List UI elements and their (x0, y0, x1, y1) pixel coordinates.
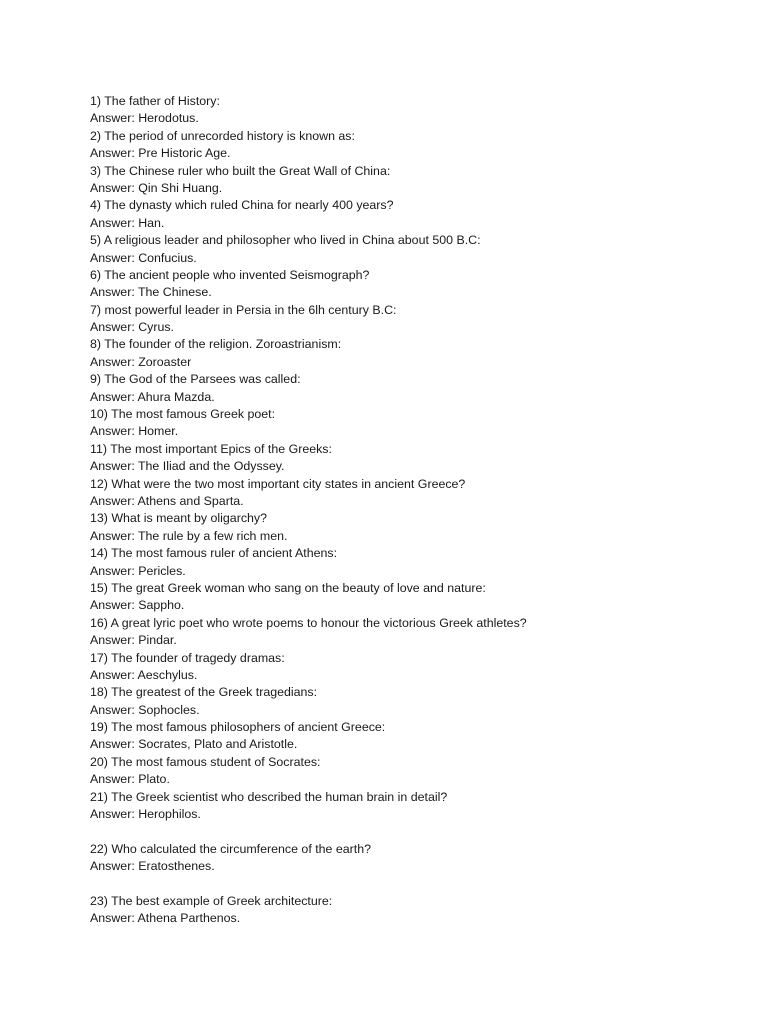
question: 3) The Chinese ruler who built the Great Wall of China: (90, 163, 391, 178)
answer: Answer: Han. (90, 215, 165, 230)
answer: Answer: Confucius. (90, 250, 197, 265)
qa-item-23 (90, 893, 730, 928)
answer: Answer: Ahura Mazda. (90, 389, 215, 404)
question: 1) The father of History: (90, 94, 220, 108)
answer: Answer: Herophilos. (90, 807, 201, 822)
qa-item-12 (90, 476, 730, 511)
question: 7) most powerful leader in Persia in the 6lh century B.C: (90, 302, 397, 317)
answer: Answer: Plato. (90, 772, 170, 787)
answer: Answer: Pindar. (90, 633, 177, 648)
question: 9) The God of the Parsees was called: (90, 372, 301, 387)
answer: Answer: Qin Shi Huang. (90, 180, 223, 195)
question: 12) What were the two most important city states in ancient Greece? (90, 476, 466, 491)
qa-item-8 (90, 336, 730, 371)
answer: Answer: Athena Parthenos. (90, 911, 241, 926)
qa-item-14 (90, 545, 730, 580)
question: 5) A religious leader and philosopher who lived in China about 500 B.C: (90, 233, 481, 248)
question: 8) The founder of the religion. Zoroastrianism: (90, 337, 342, 352)
answer: Answer: Sophocles. (90, 702, 200, 717)
qa-item-13 (90, 510, 730, 545)
qa-item-3 (90, 163, 730, 198)
answer: Answer: The rule by a few rich men. (90, 528, 288, 543)
question: 10) The most famous Greek poet: (90, 407, 276, 422)
answer: Answer: Pre Historic Age. (90, 146, 231, 161)
answer: Answer: Herodotus. (90, 111, 199, 126)
qa-item-4 (90, 197, 730, 232)
question: 6) The ancient people who invented Seismograph? (90, 267, 370, 282)
qa-item-1 (90, 93, 730, 128)
answer: Answer: Eratosthenes. (90, 859, 215, 874)
answer: Answer: Aeschylus. (90, 667, 198, 682)
question: 21) The Greek scientist who described the human brain in detail? (90, 789, 448, 804)
qa-item-2 (90, 128, 730, 163)
question: 15) The great Greek woman who sang on the beauty of love and nature: (90, 580, 486, 595)
answer: Answer: The Chinese. (90, 285, 212, 300)
qa-item-5 (90, 232, 730, 267)
qa-item-15 (90, 580, 730, 615)
answer: Answer: Homer. (90, 424, 179, 439)
question: 18) The greatest of the Greek tragedians: (90, 685, 318, 700)
qa-item-21 (90, 789, 730, 824)
question: 17) The founder of tragedy dramas: (90, 650, 285, 665)
blank-line (90, 823, 730, 840)
qa-item-20 (90, 754, 730, 789)
answer: Answer: Sappho. (90, 598, 185, 613)
qa-item-11 (90, 441, 730, 476)
question: 13) What is meant by oligarchy? (90, 511, 267, 526)
answer: Answer: Socrates, Plato and Aristotle. (90, 737, 298, 752)
answer: Answer: The Iliad and the Odyssey. (90, 459, 285, 474)
qa-item-7 (90, 302, 730, 337)
question: 2) The period of unrecorded history is known as: (90, 128, 355, 143)
qa-item-19 (90, 719, 730, 754)
question: 23) The best example of Greek architecture: (90, 893, 333, 908)
qa-item-9 (90, 371, 730, 406)
answer: Answer: Athens and Sparta. (90, 493, 244, 508)
question: 19) The most famous philosophers of ancient Greece: (90, 720, 386, 735)
answer: Answer: Cyrus. (90, 320, 174, 335)
question: 14) The most famous ruler of ancient Athens: (90, 546, 338, 561)
question: 4) The dynasty which ruled China for nearly 400 years? (90, 198, 394, 213)
qa-item-18 (90, 684, 730, 719)
question: 16) A great lyric poet who wrote poems to honour the victorious Greek athletes? (90, 615, 527, 630)
quiz-text (90, 93, 730, 928)
question: 11) The most important Epics of the Greeks: (90, 441, 332, 456)
answer: Answer: Pericles. (90, 563, 186, 578)
qa-item-6 (90, 267, 730, 302)
qa-item-17 (90, 650, 730, 685)
question: 20) The most famous student of Socrates: (90, 754, 321, 769)
blank-line (90, 876, 730, 893)
qa-item-10 (90, 406, 730, 441)
qa-item-22 (90, 841, 730, 876)
answer: Answer: Zoroaster (90, 354, 192, 369)
question: 22) Who calculated the circumference of the earth? (90, 841, 372, 856)
qa-item-16 (90, 615, 730, 650)
